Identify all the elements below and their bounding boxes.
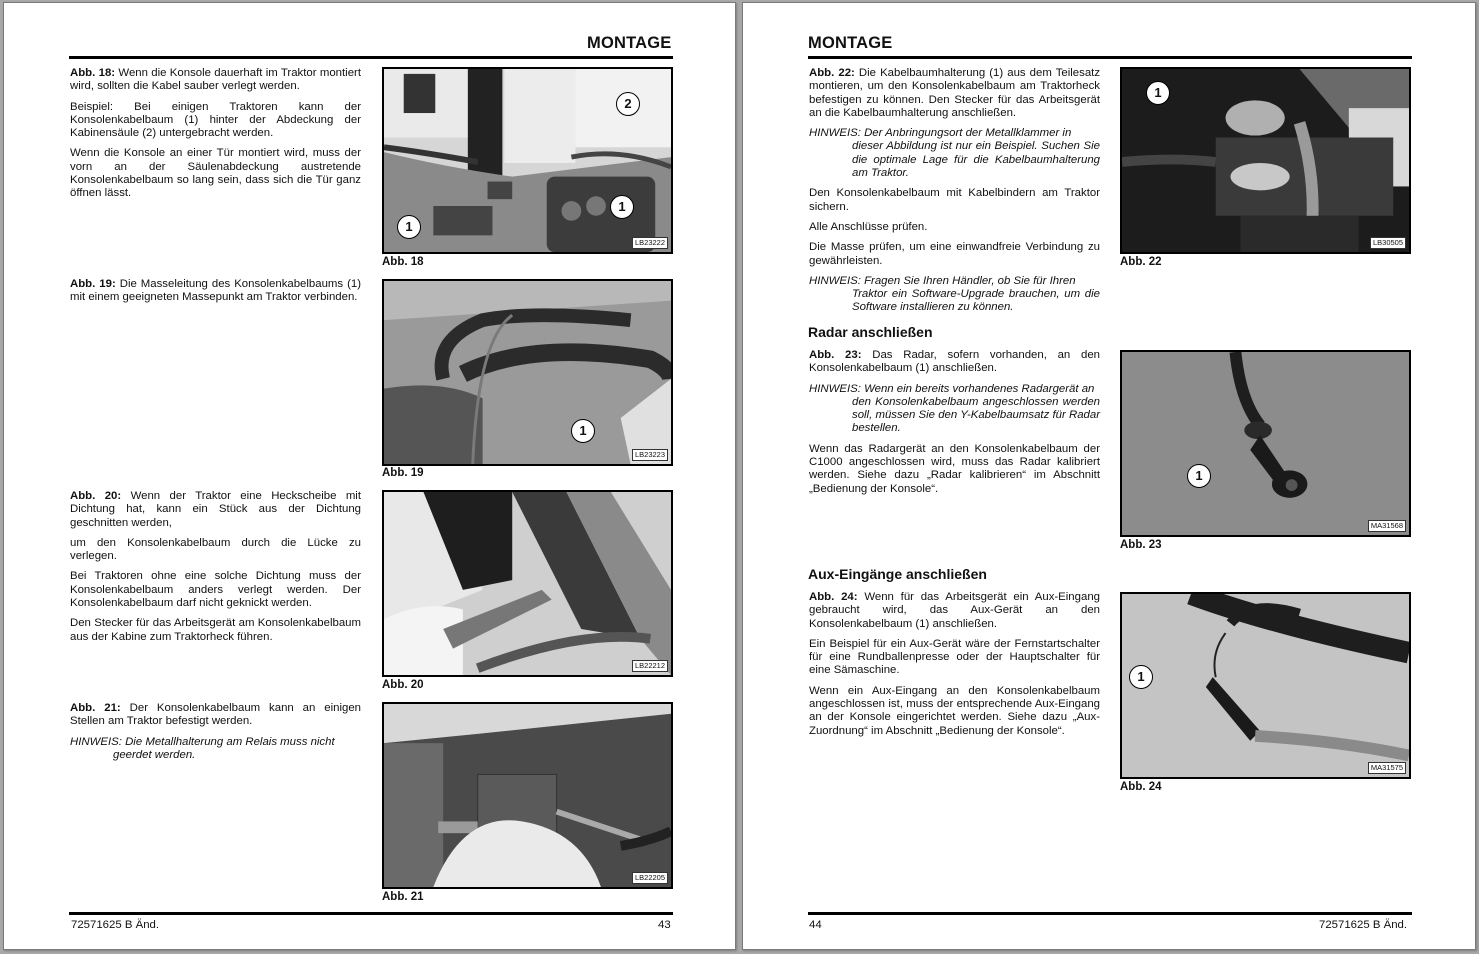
header-rule xyxy=(69,56,673,59)
figure-abb-21-photo xyxy=(382,702,673,889)
heading-aux: Aux-Eingänge anschließen xyxy=(808,566,987,582)
paragraph: Die Masse prüfen, um eine einwandfreie Verbindung zu gewährleisten. xyxy=(809,241,1100,267)
doc-number: 72571625 B Änd. xyxy=(71,919,160,931)
page-number: 44 xyxy=(809,919,822,931)
paragraph: Den Konsolenkabelbaum mit Kabelbindern am Traktor sichern. xyxy=(809,187,1100,213)
paragraph: Wenn die Konsole an einer Tür montiert wird, muss der vorn an der Säulenabdeckung austretende Konsolenkabelbaum so lang sein, dass sich die Tür ganz öffnen lässt. xyxy=(70,147,361,200)
footer-rule xyxy=(808,912,1412,915)
figure-abb-24-photo xyxy=(1120,592,1411,779)
note-hinweis: HINWEIS: Der Anbringungsort der Metallklammer in dieser Abbildung ist nur ein Beispiel. Suchen Sie die optimale Lage für die Kabelbaumhalterung am Traktor. xyxy=(809,127,1100,180)
callout-1: 1 xyxy=(610,195,634,219)
footer-rule xyxy=(69,912,673,915)
figure-caption: Abb. 22 xyxy=(1120,256,1162,268)
callout-1: 1 xyxy=(571,419,595,443)
abb-label: Abb. 20: xyxy=(70,490,122,502)
doc-number: 72571625 B Änd. xyxy=(1319,919,1408,931)
figure-caption: Abb. 21 xyxy=(382,891,424,903)
text-abb-20: Abb. 20: Wenn der Traktor eine Heckscheibe mit Dichtung hat, kann ein Stück aus der Dichtung geschnitten werden, um den Konsolenkabelbaum durch die Lücke zu verlegen. Bei Traktoren ohne eine solche Dichtung muss der Konsolenkabelbaum anders verlegt werden. Der Konsolenkabelbaum darf nicht geknickt werden. Den Stecker für das Arbeitsgerät am Konsolenkabelbaum aus der Kabine zum Traktorheck führen. xyxy=(70,490,362,643)
radar-connector-image xyxy=(1122,352,1409,535)
figure-code: LB22212 xyxy=(632,660,668,672)
figure-abb-18-photo xyxy=(382,67,673,254)
figure-caption: Abb. 24 xyxy=(1120,781,1162,793)
figure-caption: Abb. 19 xyxy=(382,467,424,479)
abb-label: Abb. 24: xyxy=(809,591,858,603)
page-number: 43 xyxy=(658,919,671,931)
note-hinweis: HINWEIS: Fragen Sie Ihren Händler, ob Sie für Ihren Traktor ein Software-Upgrade brauchen, um die Software installieren zu können. xyxy=(809,274,1100,314)
page-43 xyxy=(3,2,736,950)
figure-caption: Abb. 18 xyxy=(382,256,424,268)
text-abb-22: Abb. 22: Die Kabelbaumhalterung (1) aus dem Teilesatz montieren, um den Konsolenkabelbaum am Traktorheck befestigen zu können. Den Stecker für das Arbeitsgerät an die Kabelbaumhalterung anschließen. HINWEIS: Der Anbringungsort der Metallklammer in dieser Abbildung ist nur ein Beispiel. Suchen Sie die optimale Lage für die Kabelbaumhalterung am Traktor. Den Konsolenkabelbaum mit Kabelbindern am Traktor sichern. Alle Anschlüsse prüfen. Die Masse prüfen, um eine einwandfreie Verbindung zu gewährleisten. HINWEIS: Fragen Sie Ihren Händler, ob Sie für Ihren Traktor ein Software-Upgrade brauchen, um die Software installieren zu können. xyxy=(809,67,1101,314)
text-abb-21: Abb. 21: Der Konsolenkabelbaum kann an einigen Stellen am Traktor befestigt werden. HINWEIS: Die Metallhalterung am Relais muss nicht geerdet werden. xyxy=(70,702,362,761)
text-abb-23: Abb. 23: Das Radar, sofern vorhanden, an den Konsolenkabelbaum (1) anschließen. HINWEIS: Wenn ein bereits vorhandenes Radargerät an den Konsolenkabelbaum angeschlossen werden soll, müssen Sie den Y-Kabelbaumsatz für Radar bestellen. Wenn das Radargerät an den Konsolenkabelbaum der C1000 angeschlossen wird, muss das Radar kalibriert werden. Siehe dazu „Radar kalibrieren“ im Abschnitt „Bedienung der Konsole“. xyxy=(809,349,1100,495)
figure-abb-22-photo xyxy=(1120,67,1411,254)
figure-abb-20-photo xyxy=(382,490,673,677)
paragraph: Ein Beispiel für ein Aux-Gerät wäre der Fernstartschalter für eine Rundballenpresse oder der Hauptschalter für eine Sämaschine. xyxy=(809,637,1100,677)
abb-label: Abb. 21: xyxy=(70,702,121,714)
note-hinweis: HINWEIS: Die Metallhalterung am Relais muss nicht geerdet werden. xyxy=(70,735,335,761)
paragraph: Den Stecker für das Arbeitsgerät am Konsolenkabelbaum aus der Kabine zum Traktorheck führen. xyxy=(70,617,361,643)
figure-code: LB30505 xyxy=(1370,237,1406,249)
abb-label: Abb. 19: xyxy=(70,278,116,290)
paragraph: Wenn das Radargerät an den Konsolenkabelbaum der C1000 angeschlossen wird, muss das Radar kalibriert werden. Siehe dazu „Radar kalibrieren“ im Abschnitt „Bedienung der Konsole“. xyxy=(809,442,1100,495)
callout-1: 1 xyxy=(1187,464,1211,488)
figure-code: LB23222 xyxy=(632,237,668,249)
callout-1: 1 xyxy=(1146,81,1170,105)
section-header: MONTAGE xyxy=(808,34,893,52)
figure-caption: Abb. 20 xyxy=(382,679,424,691)
abb-label: Abb. 22: xyxy=(809,67,855,79)
heading-radar: Radar anschließen xyxy=(808,324,933,340)
callout-1: 1 xyxy=(397,215,421,239)
figure-caption: Abb. 23 xyxy=(1120,539,1162,551)
relay-bracket-image xyxy=(384,704,671,887)
figure-abb-19-photo xyxy=(382,279,673,466)
window-seal-cut-image xyxy=(384,492,671,675)
abb-label: Abb. 23: xyxy=(809,349,862,361)
paragraph: um den Konsolenkabelbaum durch die Lücke zu verlegen. xyxy=(70,536,361,563)
section-header: MONTAGE xyxy=(587,34,672,52)
figure-code: MA31568 xyxy=(1368,520,1406,532)
text-abb-24: Abb. 24: Wenn für das Arbeitsgerät ein Aux-Eingang gebraucht wird, das Aux-Gerät an den Konsolenkabelbaum (1) anschließen. Ein Beispiel für ein Aux-Gerät wäre der Fernstartschalter für eine Rundballenpresse oder der Hauptschalter für eine Sämaschine. Wenn ein Aux-Eingang an den Konsolenkabelbaum angeschlossen ist, muss der entsprechende Aux-Eingang an der Konsole eingerichtet werden. Siehe dazu „Aux-Zuordnung“ im Abschnitt „Bedienung der Konsole“. xyxy=(809,591,1100,737)
figure-code: LB22205 xyxy=(632,872,668,884)
paragraph: Bei Traktoren ohne eine solche Dichtung muss der Konsolenkabelbaum anders verlegt werden. Der Konsolenkabelbaum darf nicht geknickt werden. xyxy=(70,570,361,610)
text-abb-18: Abb. 18: Wenn die Konsole dauerhaft im Traktor montiert wird, sollten die Kabel sauber verlegt werden. Beispiel: Bei einigen Traktoren kann der Konsolenkabelbaum (1) hinter der Abdeckung der Kabinensäule (2) untergebracht werden. Wenn die Konsole an einer Tür montiert wird, muss der vorn an der Säulenabdeckung austretende Konsolenkabelbaum so lang sein, dass sich die Tür ganz öffnen lässt. xyxy=(70,67,361,200)
callout-2: 2 xyxy=(616,92,640,116)
note-hinweis: HINWEIS: Wenn ein bereits vorhandenes Radargerät an den Konsolenkabelbaum angeschlossen werden soll, müssen Sie den Y-Kabelbaumsatz für Radar bestellen. xyxy=(809,382,1100,435)
figure-code: LB23223 xyxy=(632,449,668,461)
callout-1: 1 xyxy=(1129,665,1153,689)
aux-connector-image xyxy=(1122,594,1409,777)
abb-label: Abb. 18: xyxy=(70,67,116,79)
paragraph: Wenn ein Aux-Eingang an den Konsolenkabelbaum angeschlossen ist, muss der entsprechende Aux-Eingang an der Konsole eingerichtet werden. Siehe dazu „Aux-Zuordnung“ im Abschnitt „Bedienung der Konsole“. xyxy=(809,684,1100,737)
figure-abb-23-photo xyxy=(1120,350,1411,537)
paragraph: Beispiel: Bei einigen Traktoren kann der Konsolenkabelbaum (1) hinter der Abdeckung der Kabinensäule (2) untergebracht werden. xyxy=(70,100,361,140)
page-44 xyxy=(742,2,1476,950)
ground-cable-image xyxy=(384,281,671,464)
figure-code: MA31575 xyxy=(1368,762,1406,774)
paragraph: Alle Anschlüsse prüfen. xyxy=(809,220,928,233)
header-rule xyxy=(808,56,1412,59)
text-abb-19: Abb. 19: Die Masseleitung des Konsolenkabelbaums (1) mit einem geeigneten Massepunkt am Traktor verbinden. xyxy=(70,278,361,304)
